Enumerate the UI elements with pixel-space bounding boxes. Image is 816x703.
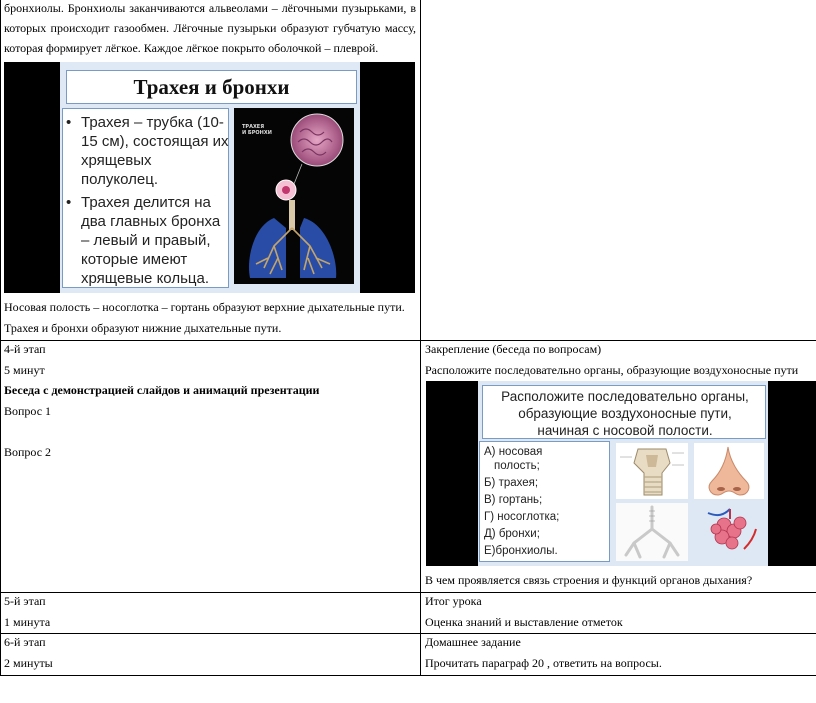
organ-option: Д) бронхи;	[484, 528, 540, 540]
stage-title: 5-й этап	[4, 594, 46, 608]
bullet-line: два главных бронха	[81, 213, 221, 230]
stage-duration: 5 минут	[4, 363, 45, 377]
row-border	[0, 340, 816, 341]
summary-title: Итог урока	[425, 594, 482, 608]
stage-title: 4-й этап	[4, 342, 46, 356]
stage-duration: 2 минуты	[4, 656, 53, 670]
consolidation-title: Закрепление (беседа по вопросам)	[425, 342, 602, 356]
slide-title-line: начиная с носовой полости.	[537, 423, 713, 438]
summary-text: Оценка знаний и выставление отметок	[425, 615, 623, 629]
paragraph-line: бронхиолы. Бронхиолы заканчиваются альвеолами – лёгочными пузырьками, в	[4, 1, 416, 15]
bullet-line: Трахея – трубка (10-	[81, 114, 224, 131]
question-label: Вопрос 2	[4, 445, 52, 459]
organ-option: Б) трахея;	[484, 477, 539, 489]
homework-text: Прочитать параграф 20 , ответить на вопросы.	[425, 656, 662, 670]
bullet-line: – левый и правый,	[81, 232, 211, 249]
slide-trachea-bronchi	[4, 62, 415, 293]
row-border	[0, 592, 816, 593]
slide-title-line: образующие воздухоносные пути,	[518, 406, 732, 421]
stage-method: Беседа с демонстрацией слайдов и анимаций презентации	[4, 383, 320, 397]
bullet-mark: •	[66, 194, 72, 211]
organ-option: полость;	[494, 460, 540, 472]
figure-caption: ТРАХЕЯ И БРОНХИ	[242, 124, 272, 136]
slide-title: Трахея и бронхи	[66, 70, 357, 104]
stage-title: 6-й этап	[4, 635, 46, 649]
nose-icon	[694, 443, 764, 499]
slide-title-box	[482, 385, 766, 439]
bullet-line: 15 см), состоящая их	[81, 133, 229, 150]
nose-image	[694, 443, 764, 499]
larynx-image	[616, 443, 688, 499]
question-label: Вопрос 1	[4, 404, 52, 418]
row-border	[0, 633, 816, 634]
table-border-left	[0, 0, 1, 676]
alveoli-icon	[694, 503, 764, 561]
stage-duration: 1 минута	[4, 615, 51, 629]
organ-option: Е)бронхиолы.	[484, 545, 558, 557]
alveoli-image	[694, 503, 764, 561]
organ-option: Г) носоглотка;	[484, 511, 560, 523]
paragraph-line: Трахея и бронхи образуют нижние дыхательные пути.	[4, 321, 282, 335]
lungs-illustration	[234, 108, 354, 284]
bullet-line: которые имеют	[81, 251, 188, 268]
organ-list	[479, 441, 610, 562]
larynx-icon	[616, 443, 688, 499]
bullet-line: Трахея делится на	[81, 194, 211, 211]
paragraph-line: Носовая полость – носоглотка – гортань образуют верхние дыхательные пути.	[4, 300, 405, 314]
slide-title-line: Расположите последовательно органы,	[501, 389, 749, 404]
organ-option: А) носовая	[484, 446, 543, 458]
organ-option: В) гортань;	[484, 494, 543, 506]
paragraph-line: которая формирует лёгкое. Каждое лёгкое покрыто оболочкой – плеврой.	[4, 41, 379, 55]
bronchi-icon	[616, 503, 688, 561]
discussion-question: В чем проявляется связь строения и функций органов дыхания?	[425, 573, 753, 587]
bullet-line: хрящевых	[81, 152, 152, 169]
slide-airways-order	[426, 381, 816, 566]
homework-title: Домашнее задание	[425, 635, 521, 649]
bullet-mark: •	[66, 114, 72, 131]
slide-bullet-box	[62, 108, 229, 288]
consolidation-task: Расположите последовательно органы, образующие воздухоносные пути	[425, 363, 799, 377]
row-border	[0, 675, 816, 676]
bullet-line: полуколец.	[81, 171, 158, 188]
trachea-image	[616, 503, 688, 561]
paragraph-line: которых происходит газообмен. Лёгочные пузырьки образуют губчатую массу,	[4, 21, 416, 35]
bullet-line: хрящевые кольца.	[81, 270, 209, 287]
table-divider	[420, 0, 421, 676]
